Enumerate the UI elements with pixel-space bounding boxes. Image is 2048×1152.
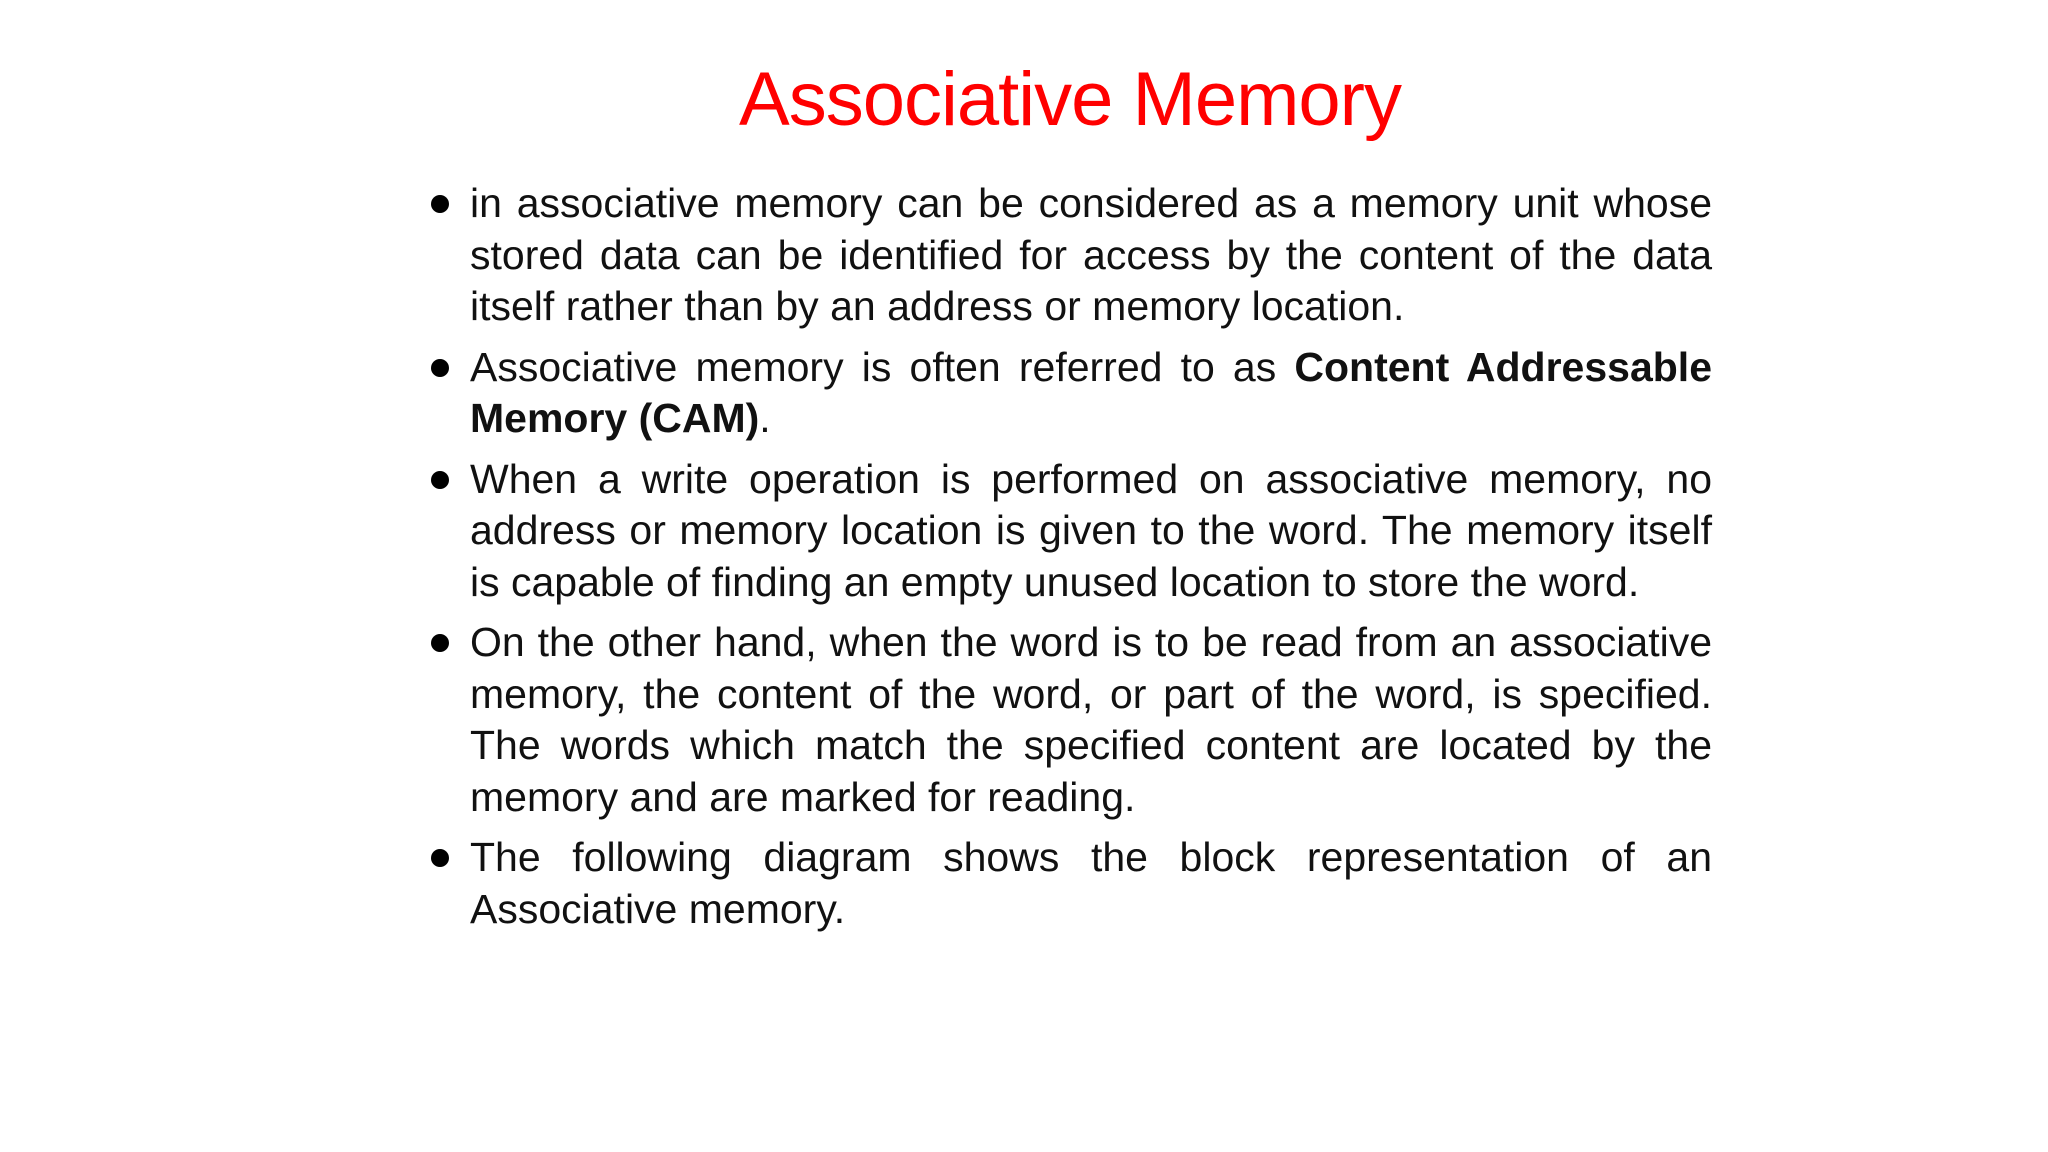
slide-title: Associative Memory (739, 57, 1401, 142)
bullet-item (470, 832, 1712, 935)
bullet-item (470, 342, 1712, 445)
bullet-text: in associative memory can be considered as a memory unit whose stored data can be identified for access by the content of the data itself rather than by an address or memory location. (470, 180, 1712, 329)
bullet-dot-icon (431, 849, 449, 867)
bullet-item (470, 178, 1712, 333)
bullet-dot-icon (431, 195, 449, 213)
bullet-dot-icon (431, 471, 449, 489)
bullet-text: On the other hand, when the word is to be read from an associative memory, the content of the word, or part of the word, is specified. The words which match the specified content are located by the memory and are marked for reading. (470, 619, 1712, 820)
bullet-item (470, 454, 1712, 609)
bullet-text: Associative memory is often referred to as (470, 343, 1295, 390)
bullet-dot-icon (431, 359, 449, 377)
bullet-text: When a write operation is performed on associative memory, no address or memory location is given to the word. The memory itself is capable of finding an empty unused location to store the word. (470, 455, 1712, 605)
bullet-list (470, 178, 1712, 944)
bullet-dot-icon (431, 634, 449, 652)
bullet-text-end: . (759, 395, 771, 441)
bullet-bold-term: Content Addressable Memory (CAM) (470, 343, 1712, 441)
bullet-item (470, 617, 1712, 823)
bullet-text: The following diagram shows the block representation of an Associative memory. (470, 834, 1712, 932)
